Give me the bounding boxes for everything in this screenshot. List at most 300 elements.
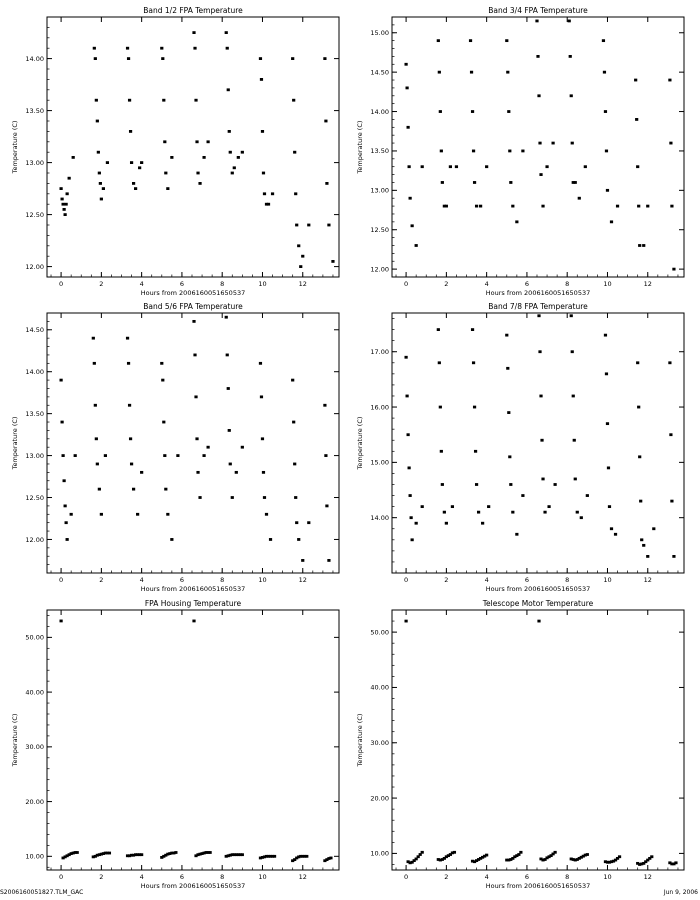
data-point — [70, 513, 73, 516]
data-point — [226, 47, 229, 50]
data-point — [515, 220, 518, 223]
data-point — [670, 500, 673, 503]
data-point — [406, 395, 409, 398]
x-tick-label: 4 — [484, 280, 489, 288]
data-point — [160, 47, 163, 50]
data-point — [408, 165, 411, 168]
data-series — [59, 316, 330, 562]
data-point — [511, 511, 514, 514]
data-point — [487, 505, 490, 508]
data-point — [539, 395, 542, 398]
data-point — [68, 177, 71, 180]
data-point — [132, 182, 135, 185]
data-point — [608, 505, 611, 508]
data-point — [297, 538, 300, 541]
data-point — [537, 620, 540, 623]
data-point — [63, 479, 66, 482]
data-point — [325, 182, 328, 185]
data-point — [301, 559, 304, 562]
data-point — [307, 521, 310, 524]
y-tick-label: 14.00 — [370, 107, 389, 116]
x-tick-label: 2 — [99, 576, 104, 584]
data-point — [449, 165, 452, 168]
data-point — [570, 314, 573, 317]
y-axis-label: Temperature (C) — [11, 120, 19, 174]
data-point — [481, 522, 484, 525]
data-point — [469, 39, 472, 42]
data-point — [65, 521, 68, 524]
data-point — [554, 851, 557, 854]
data-point — [98, 488, 101, 491]
data-point — [227, 387, 230, 390]
data-point — [439, 110, 442, 113]
data-point — [66, 538, 69, 541]
data-point — [441, 181, 444, 184]
data-point — [329, 857, 332, 860]
data-point — [128, 99, 131, 102]
data-point — [437, 39, 440, 42]
x-tick-label: 10 — [258, 873, 267, 881]
x-tick-label: 2 — [444, 576, 449, 584]
y-tick-label: 13.00 — [25, 158, 44, 167]
data-point — [606, 422, 609, 425]
data-point — [439, 406, 442, 409]
x-tick-label: 10 — [603, 576, 612, 584]
data-point — [228, 429, 231, 432]
x-tick-label: 6 — [179, 280, 184, 288]
data-point — [195, 140, 198, 143]
data-point — [194, 395, 197, 398]
y-axis-label: Temperature (C) — [356, 713, 364, 767]
data-point — [472, 150, 475, 153]
data-point — [607, 466, 610, 469]
data-point — [568, 20, 571, 23]
plot-frame — [392, 313, 684, 573]
data-point — [192, 320, 195, 323]
data-point — [262, 172, 265, 175]
plot-frame — [47, 610, 339, 870]
data-point — [451, 505, 454, 508]
data-point — [642, 544, 645, 547]
data-point — [235, 471, 238, 474]
data-point — [209, 851, 212, 854]
data-point — [521, 150, 524, 153]
data-point — [640, 538, 643, 541]
y-tick-label: 17.00 — [370, 348, 389, 357]
x-tick-label: 12 — [298, 873, 307, 881]
data-point — [539, 173, 542, 176]
data-point — [192, 31, 195, 34]
data-point — [507, 411, 510, 414]
data-point — [455, 165, 458, 168]
data-point — [586, 853, 589, 856]
data-point — [445, 205, 448, 208]
y-tick-label: 10.00 — [370, 849, 389, 858]
data-point — [584, 165, 587, 168]
data-point — [511, 205, 514, 208]
x-tick-label: 8 — [565, 873, 570, 881]
data-point — [509, 181, 512, 184]
data-point — [92, 337, 95, 340]
data-point — [576, 511, 579, 514]
data-point — [98, 172, 101, 175]
data-point — [241, 446, 244, 449]
data-series — [59, 31, 334, 268]
x-tick-label: 6 — [524, 873, 529, 881]
data-point — [637, 205, 640, 208]
data-point — [409, 197, 412, 200]
data-point — [616, 205, 619, 208]
data-point — [161, 57, 164, 60]
data-point — [602, 39, 605, 42]
data-point — [541, 205, 544, 208]
data-point — [136, 513, 139, 516]
x-tick-label: 8 — [220, 576, 225, 584]
data-point — [323, 404, 326, 407]
data-point — [126, 47, 129, 50]
data-series — [404, 20, 675, 271]
chart-title: Telescope Motor Temperature — [482, 599, 594, 608]
data-point — [162, 421, 165, 424]
data-point — [547, 505, 550, 508]
data-point — [202, 454, 205, 457]
data-point — [127, 57, 130, 60]
data-series — [404, 620, 677, 866]
chart-panel-5 — [11, 599, 339, 890]
data-point — [475, 483, 478, 486]
data-point — [445, 522, 448, 525]
data-point — [580, 516, 583, 519]
y-tick-label: 13.50 — [370, 147, 389, 156]
data-point — [226, 354, 229, 357]
data-point — [605, 150, 608, 153]
x-tick-label: 10 — [603, 280, 612, 288]
data-point — [207, 140, 210, 143]
y-tick-label: 40.00 — [25, 688, 44, 697]
data-point — [265, 513, 268, 516]
data-point — [638, 455, 641, 458]
data-point — [293, 151, 296, 154]
data-point — [96, 463, 99, 466]
data-point — [471, 328, 474, 331]
data-point — [473, 406, 476, 409]
x-axis-label: Hours from 2006160051650537 — [140, 289, 246, 297]
data-point — [443, 511, 446, 514]
x-tick-label: 6 — [179, 873, 184, 881]
data-point — [477, 511, 480, 514]
data-point — [410, 516, 413, 519]
data-point — [207, 446, 210, 449]
data-point — [225, 316, 228, 319]
y-tick-label: 14.50 — [370, 68, 389, 77]
data-point — [259, 362, 262, 365]
x-tick-label: 10 — [258, 280, 267, 288]
y-tick-label: 14.00 — [370, 513, 389, 522]
data-point — [674, 861, 677, 864]
data-point — [127, 362, 130, 365]
data-point — [639, 500, 642, 503]
x-tick-label: 6 — [524, 576, 529, 584]
y-tick-label: 15.00 — [370, 458, 389, 467]
data-point — [610, 220, 613, 223]
data-point — [574, 181, 577, 184]
data-point — [227, 88, 230, 91]
data-point — [407, 433, 410, 436]
data-point — [571, 142, 574, 145]
data-point — [537, 94, 540, 97]
data-point — [237, 156, 240, 159]
data-point — [93, 362, 96, 365]
data-point — [485, 854, 488, 857]
data-point — [453, 851, 456, 854]
data-point — [259, 57, 262, 60]
data-point — [479, 205, 482, 208]
chart-title: Band 3/4 FPA Temperature — [488, 6, 588, 15]
x-tick-label: 4 — [139, 576, 144, 584]
data-point — [129, 437, 132, 440]
y-tick-label: 13.00 — [370, 186, 389, 195]
data-point — [409, 494, 412, 497]
data-point — [574, 478, 577, 481]
chart-title: Band 7/8 FPA Temperature — [488, 302, 588, 311]
x-tick-label: 4 — [484, 576, 489, 584]
data-point — [66, 192, 69, 195]
y-tick-label: 12.50 — [370, 226, 389, 235]
data-point — [672, 555, 675, 558]
data-point — [538, 142, 541, 145]
data-point — [62, 203, 65, 206]
data-point — [267, 203, 270, 206]
x-axis-label: Hours from 2006160051650537 — [140, 882, 246, 890]
data-point — [407, 126, 410, 129]
x-tick-label: 6 — [524, 280, 529, 288]
data-point — [554, 483, 557, 486]
data-point — [297, 244, 300, 247]
x-tick-label: 4 — [139, 280, 144, 288]
x-tick-label: 10 — [603, 873, 612, 881]
data-point — [134, 187, 137, 190]
data-point — [65, 203, 68, 206]
data-point — [126, 337, 129, 340]
data-point — [72, 156, 75, 159]
data-point — [331, 260, 334, 263]
x-tick-label: 12 — [643, 576, 652, 584]
data-point — [519, 851, 522, 854]
y-tick-label: 30.00 — [25, 743, 44, 752]
data-point — [474, 450, 477, 453]
data-point — [196, 471, 199, 474]
data-point — [618, 855, 621, 858]
data-point — [198, 182, 201, 185]
data-point — [263, 496, 266, 499]
x-tick-label: 10 — [258, 576, 267, 584]
data-point — [637, 406, 640, 409]
data-point — [193, 47, 196, 50]
data-point — [636, 165, 639, 168]
data-point — [94, 57, 97, 60]
data-point — [100, 513, 103, 516]
y-tick-label: 13.00 — [25, 451, 44, 460]
y-tick-label: 13.50 — [25, 409, 44, 418]
x-tick-label: 8 — [220, 873, 225, 881]
data-point — [552, 142, 555, 145]
data-point — [128, 404, 131, 407]
data-point — [537, 314, 540, 317]
data-point — [604, 334, 607, 337]
data-point — [614, 533, 617, 536]
data-point — [404, 63, 407, 66]
data-point — [95, 99, 98, 102]
data-point — [292, 421, 295, 424]
data-point — [327, 559, 330, 562]
data-point — [225, 31, 228, 34]
data-point — [324, 454, 327, 457]
data-point — [59, 620, 62, 623]
y-tick-label: 12.00 — [25, 535, 44, 544]
data-point — [99, 182, 102, 185]
data-point — [506, 367, 509, 370]
x-tick-label: 0 — [404, 576, 409, 584]
data-point — [140, 161, 143, 164]
data-point — [505, 334, 508, 337]
data-point — [164, 172, 167, 175]
data-point — [521, 494, 524, 497]
data-point — [291, 57, 294, 60]
data-point — [166, 513, 169, 516]
data-point — [404, 356, 407, 359]
chart-panel-1 — [11, 6, 339, 297]
data-point — [273, 855, 276, 858]
data-point — [535, 20, 538, 23]
data-point — [174, 851, 177, 854]
data-point — [260, 395, 263, 398]
data-point — [262, 471, 265, 474]
x-axis-label: Hours from 2006160051650537 — [140, 585, 246, 593]
data-point — [100, 198, 103, 201]
data-point — [140, 471, 143, 474]
data-point — [578, 197, 581, 200]
footer-date: Jun 9, 2006 — [663, 889, 698, 896]
x-tick-label: 2 — [99, 280, 104, 288]
data-point — [130, 161, 133, 164]
data-point — [59, 187, 62, 190]
data-point — [261, 130, 264, 133]
data-point — [324, 120, 327, 123]
x-tick-label: 8 — [565, 576, 570, 584]
data-point — [193, 354, 196, 357]
data-point — [140, 853, 143, 856]
data-point — [269, 538, 272, 541]
data-point — [61, 198, 64, 201]
data-point — [260, 78, 263, 81]
data-point — [475, 205, 478, 208]
data-point — [507, 110, 510, 113]
y-axis-label: Temperature (C) — [11, 416, 19, 470]
data-point — [294, 496, 297, 499]
data-point — [104, 454, 107, 457]
data-point — [241, 151, 244, 154]
x-tick-label: 2 — [444, 873, 449, 881]
data-point — [263, 192, 266, 195]
data-point — [291, 379, 294, 382]
data-point — [327, 224, 330, 227]
data-point — [233, 166, 236, 169]
data-point — [505, 39, 508, 42]
data-point — [421, 165, 424, 168]
data-point — [271, 192, 274, 195]
data-point — [108, 852, 111, 855]
data-point — [571, 350, 574, 353]
chart-panel-2 — [356, 6, 684, 297]
data-point — [438, 361, 441, 364]
x-tick-label: 0 — [59, 280, 64, 288]
y-axis-label: Temperature (C) — [11, 713, 19, 767]
data-point — [229, 463, 232, 466]
x-axis-label: Hours from 2006160051650537 — [485, 882, 591, 890]
data-point — [76, 851, 79, 854]
data-point — [408, 466, 411, 469]
y-tick-label: 12.50 — [25, 210, 44, 219]
data-point — [471, 110, 474, 113]
data-point — [132, 488, 135, 491]
data-point — [301, 255, 304, 258]
data-point — [295, 224, 298, 227]
y-tick-label: 15.00 — [370, 29, 389, 38]
data-point — [163, 454, 166, 457]
data-point — [61, 421, 64, 424]
data-point — [406, 87, 409, 90]
data-point — [438, 71, 441, 74]
x-tick-label: 8 — [220, 280, 225, 288]
data-point — [606, 189, 609, 192]
data-point — [603, 71, 606, 74]
data-point — [166, 187, 169, 190]
data-point — [646, 205, 649, 208]
data-point — [411, 538, 414, 541]
data-point — [63, 208, 66, 211]
data-point — [573, 439, 576, 442]
data-series — [59, 620, 332, 863]
chart-panel-4 — [356, 302, 684, 593]
x-tick-label: 8 — [565, 280, 570, 288]
data-point — [192, 620, 195, 623]
data-point — [515, 533, 518, 536]
data-point — [64, 213, 67, 216]
data-point — [261, 437, 264, 440]
data-point — [470, 71, 473, 74]
data-point — [670, 205, 673, 208]
data-point — [586, 494, 589, 497]
x-tick-label: 12 — [298, 576, 307, 584]
data-point — [668, 79, 671, 82]
x-tick-label: 4 — [139, 873, 144, 881]
y-tick-label: 50.00 — [370, 628, 389, 637]
data-point — [130, 463, 133, 466]
y-tick-label: 20.00 — [25, 797, 44, 806]
chart-panel-6 — [356, 599, 684, 890]
y-tick-label: 30.00 — [370, 739, 389, 748]
data-point — [196, 172, 199, 175]
data-point — [672, 268, 675, 271]
data-point — [669, 433, 672, 436]
y-tick-label: 40.00 — [370, 683, 389, 692]
x-tick-label: 12 — [643, 873, 652, 881]
x-tick-label: 0 — [59, 576, 64, 584]
footer-filename: S2006160051827.TLM_GAC — [0, 889, 84, 896]
y-tick-label: 12.00 — [370, 265, 389, 274]
chart-title: Band 1/2 FPA Temperature — [143, 6, 243, 15]
data-point — [421, 505, 424, 508]
